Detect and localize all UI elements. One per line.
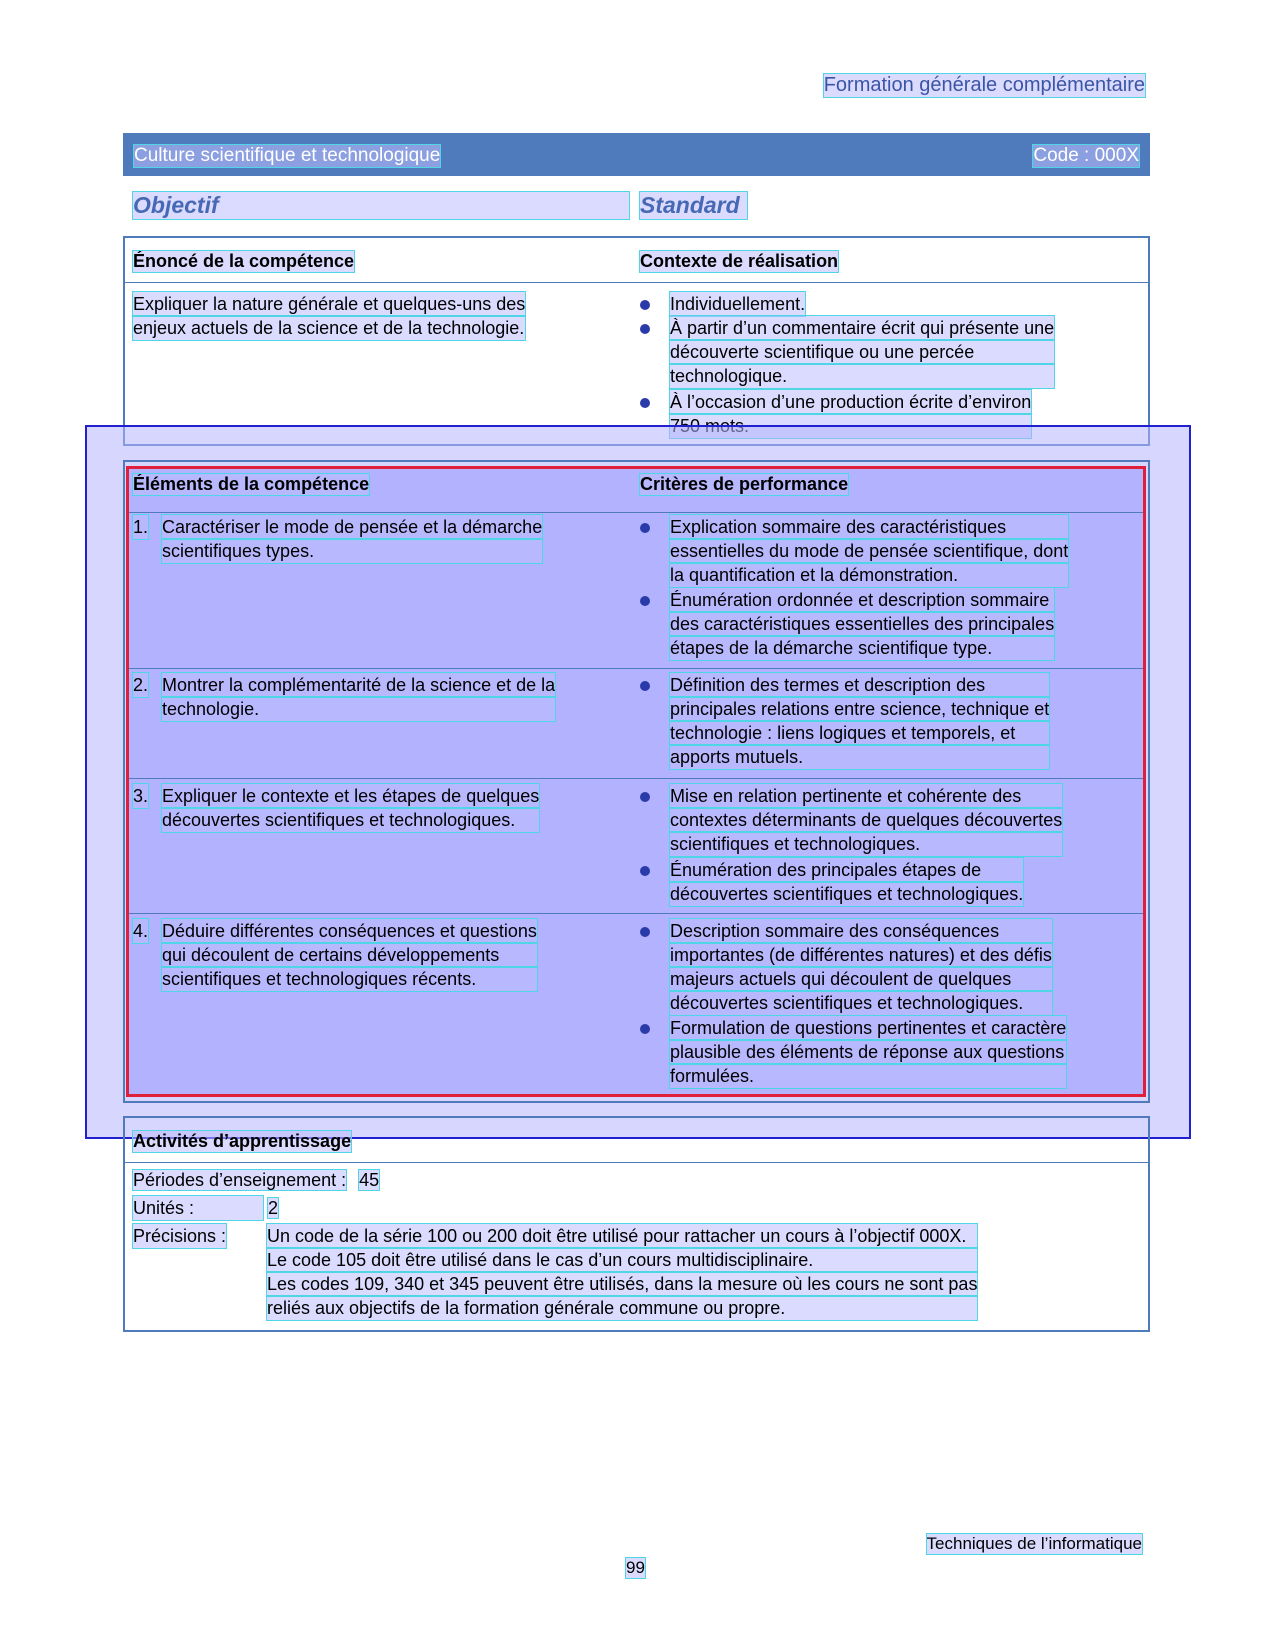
text-line: Énumération ordonnée et description sommaire (670, 588, 1054, 612)
text-line: étapes de la démarche scientifique type. (670, 636, 1054, 660)
text-line: Individuellement. (670, 294, 806, 314)
text-line: enjeux actuels de la science et de la technologie. (133, 318, 525, 338)
text-line: Un code de la série 100 ou 200 doit être utilisé pour rattacher un cours à l’objectif 000X. (267, 1224, 977, 1248)
contexte-title: Contexte de réalisation (640, 251, 839, 271)
standard-heading: Standard (640, 192, 747, 219)
list-item (670, 316, 1054, 388)
page-number: 99 (626, 1558, 645, 1577)
bullet-icon (640, 1024, 650, 1034)
list-item (670, 515, 1068, 587)
precisions-label: Précisions : (133, 1226, 227, 1246)
bullet-icon (640, 324, 650, 334)
periodes-value: 45 (359, 1170, 380, 1190)
text-line: essentielles du mode de pensée scientifique, dont (670, 541, 1069, 561)
bullet-icon (640, 398, 650, 408)
text-line: Le code 105 doit être utilisé dans le cas d’un cours multidisciplinaire. (267, 1248, 977, 1272)
text-line: Description sommaire des conséquences (670, 919, 1052, 943)
divider (129, 913, 1143, 914)
course-title: Culture scientifique et technologique (134, 145, 441, 166)
text-line: À l’occasion d’une production écrite d’environ (670, 392, 1032, 412)
text-line: technologie : liens logiques et temporels, et (670, 721, 1049, 745)
text-line: plausible des éléments de réponse aux questions (670, 1042, 1065, 1062)
text-line: technologique. (670, 364, 1054, 388)
unites-label: Unités : (133, 1196, 263, 1220)
enonce-title: Énoncé de la compétence (133, 251, 355, 271)
text-line: Caractériser le mode de pensée et la démarche (162, 517, 543, 537)
divider (129, 778, 1143, 779)
divider (129, 512, 1143, 513)
activites-title: Activités d’apprentissage (133, 1131, 352, 1151)
enonce-text (133, 292, 525, 340)
text-line: majeurs actuels qui découlent de quelques (670, 967, 1052, 991)
text-line: Expliquer la nature générale et quelques-uns des (133, 294, 526, 314)
bullet-icon (640, 523, 650, 533)
text-line: Mise en relation pertinente et cohérente des (670, 784, 1062, 808)
text-line: Explication sommaire des caractéristiques (670, 515, 1068, 539)
header-program: Formation générale complémentaire (823, 74, 1145, 96)
bullet-icon (640, 927, 650, 937)
list-item (670, 292, 805, 316)
text-line: Définition des termes et description des (670, 673, 1049, 697)
text-line: principales relations entre science, technique et (670, 699, 1050, 719)
course-code: Code : 000X (1033, 145, 1139, 166)
divider (129, 668, 1143, 669)
element-text (162, 919, 537, 991)
row-number: 1. (133, 517, 149, 537)
bullet-icon (640, 792, 650, 802)
element-text (162, 673, 555, 721)
list-item (670, 588, 1054, 660)
text-line: contextes déterminants de quelques découvertes (670, 810, 1063, 830)
row-number: 4. (133, 921, 149, 941)
text-line: qui découlent de certains développements (162, 943, 537, 967)
elements-title: Éléments de la compétence (133, 474, 370, 494)
text-line: apports mutuels. (670, 745, 1049, 769)
unites-row (133, 1196, 278, 1220)
bullet-icon (640, 866, 650, 876)
unites-value: 2 (268, 1198, 279, 1218)
list-item (670, 784, 1062, 856)
bullet-icon (640, 681, 650, 691)
periodes-row (133, 1168, 379, 1192)
text-line: importantes (de différentes natures) et des défis (670, 945, 1052, 965)
precisions-text (267, 1224, 977, 1320)
element-text (162, 784, 539, 832)
text-line: Montrer la complémentarité de la science et de la (162, 675, 556, 695)
list-item (670, 673, 1049, 769)
text-line: Déduire différentes conséquences et questions (162, 921, 537, 941)
footer-program: Techniques de l’informatique (926, 1534, 1142, 1553)
text-line: découvertes scientifiques et technologiques. (670, 991, 1052, 1015)
list-item (670, 919, 1052, 1015)
periodes-label: Périodes d’enseignement : (133, 1170, 347, 1190)
text-line: Formulation de questions pertinentes et caractère (670, 1018, 1067, 1038)
row-number: 2. (133, 675, 149, 695)
text-line: scientifiques et technologiques récents. (162, 967, 537, 991)
list-item (670, 858, 1023, 906)
list-item (670, 1016, 1066, 1088)
title-bar (123, 133, 1150, 176)
text-line: reliés aux objectifs de la formation générale commune ou propre. (267, 1296, 977, 1320)
bullet-icon (640, 300, 650, 310)
bullet-icon (640, 596, 650, 606)
text-line: formulées. (670, 1064, 1066, 1088)
element-text (162, 515, 542, 563)
objectif-heading: Objectif (133, 192, 629, 219)
text-line: découvertes scientifiques et technologiques. (670, 884, 1024, 904)
row-number: 3. (133, 786, 149, 806)
text-line: la quantification et la démonstration. (670, 563, 1068, 587)
text-line: technologie. (162, 697, 555, 721)
criteres-title: Critères de performance (640, 474, 849, 494)
text-line: découvertes scientifiques et technologiques. (162, 808, 539, 832)
text-line: Énumération des principales étapes de (670, 858, 1023, 882)
text-line: À partir d’un commentaire écrit qui présente une (670, 318, 1055, 338)
text-line: scientifiques et technologiques. (670, 832, 1062, 856)
text-line: découverte scientifique ou une percée (670, 340, 1054, 364)
text-line: Expliquer le contexte et les étapes de quelques (162, 786, 540, 806)
text-line: des caractéristiques essentielles des principales (670, 614, 1055, 634)
text-line: Les codes 109, 340 et 345 peuvent être utilisés, dans la mesure où les cours ne sont pas (267, 1274, 978, 1294)
text-line: scientifiques types. (162, 539, 542, 563)
